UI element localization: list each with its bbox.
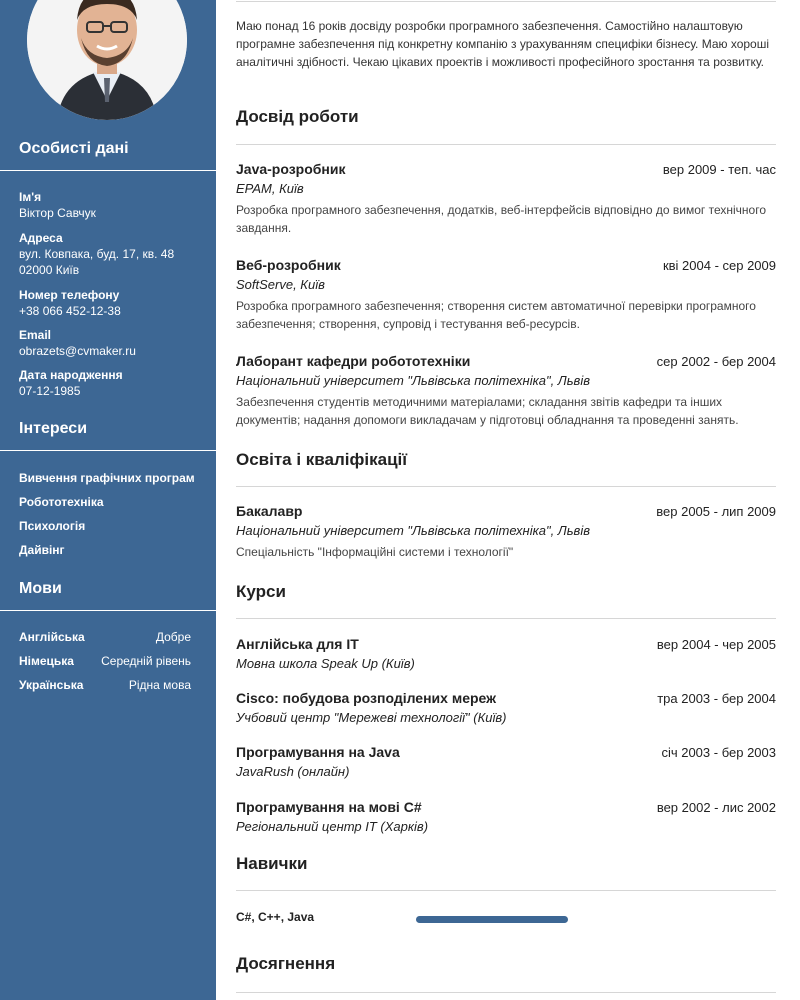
job-dates: сер 2002 - бер 2004: [656, 354, 776, 369]
job-company: SoftServe, Київ: [236, 277, 325, 292]
interest-item: Робототехніка: [19, 495, 104, 509]
divider: [236, 618, 776, 619]
field-value: +38 066 452-12-38: [19, 304, 121, 318]
language-name: Українська: [19, 678, 84, 692]
course-title: Англійська для IT: [236, 636, 359, 652]
education-institution: Національний університет "Львівська політехніка", Львів: [236, 523, 591, 538]
language-name: Англійська: [19, 630, 85, 644]
divider: [236, 144, 776, 145]
profile-photo: [27, 0, 187, 120]
course-provider: Мовна школа Speak Up (Київ): [236, 656, 415, 671]
personal-data-title: Особисті дані: [19, 140, 129, 157]
divider: [0, 610, 216, 611]
course-provider: JavaRush (онлайн): [236, 764, 350, 779]
language-level: Середній рівень: [101, 654, 191, 668]
course-entry: [236, 690, 776, 725]
email-field: [19, 327, 136, 359]
job-dates: вер 2009 - теп. час: [662, 162, 776, 177]
course-dates: вер 2002 - лис 2002: [656, 800, 776, 815]
job-company: EPAM, Київ: [236, 181, 304, 196]
experience-entry: [236, 353, 776, 429]
course-dates: тра 2003 - бер 2004: [657, 691, 776, 706]
course-dates: січ 2003 - бер 2003: [661, 745, 776, 760]
language-row: [19, 654, 191, 668]
education-title: Освіта і кваліфікації: [236, 450, 408, 469]
language-row: [19, 678, 191, 692]
skill-level-bar: [416, 916, 568, 923]
course-title: Програмування на Java: [236, 744, 400, 760]
job-description: Розробка програмного забезпечення; створення систем автоматичної перевірки програмного забезпечення; створення, супровід і тестування веб-ресурсів.: [236, 299, 756, 331]
field-value: вул. Ковпака, буд. 17, кв. 48: [19, 247, 175, 261]
field-label: Номер телефону: [19, 288, 120, 302]
education-entry: [236, 503, 776, 561]
field-value: Віктор Савчук: [19, 206, 96, 220]
course-title: Програмування на мові C#: [236, 799, 422, 815]
interest-item: Психологія: [19, 519, 86, 533]
field-label: Адреса: [19, 231, 63, 245]
sidebar: [0, 0, 216, 1000]
interests-title: Інтереси: [19, 420, 88, 437]
job-company: Національний університет "Львівська політехніка", Львів: [236, 373, 591, 388]
job-description: Забезпечення студентів методичними матеріалами; складання звітів кафедри та інших документів; надання допомоги викладачам у підготовці обладнання та проведенні занять.: [236, 395, 739, 427]
education-dates: вер 2005 - лип 2009: [656, 504, 776, 519]
field-value: 07-12-1985: [19, 384, 81, 398]
experience-title: Досвід роботи: [236, 107, 359, 126]
job-title: Java-розробник: [236, 161, 346, 177]
course-provider: Учбовий центр "Мережеві технології" (Київ): [236, 710, 507, 725]
address-field: [19, 230, 174, 278]
course-title: Cisco: побудова розподілених мереж: [236, 690, 497, 706]
skills-title: Навички: [236, 854, 308, 873]
field-value: obrazets@cvmaker.ru: [19, 344, 136, 358]
field-value-line2: 02000 Київ: [19, 263, 80, 277]
phone-field: [19, 287, 121, 319]
field-label: Ім'я: [19, 190, 42, 204]
job-description: Розробка програмного забезпечення, додатків, веб-інтерфейсів відповідно до вимог технічного завдання.: [236, 203, 767, 235]
courses-title: Курси: [236, 582, 286, 601]
skill-name: C#, C++, Java: [236, 910, 315, 924]
degree-title: Бакалавр: [236, 503, 303, 519]
interest-item: Вивчення графічних програм: [19, 471, 195, 485]
job-dates: кві 2004 - сер 2009: [662, 258, 776, 273]
job-title: Лаборант кафедри робототехніки: [236, 353, 471, 369]
field-label: Дата народження: [19, 368, 123, 382]
language-row: [19, 630, 191, 644]
birthdate-field: [19, 367, 123, 399]
course-entry: [236, 799, 776, 834]
achievements-title: Досягнення: [236, 954, 336, 973]
divider: [236, 992, 776, 993]
education-description: Спеціальність "Інформаційні системи і технології": [236, 545, 514, 559]
skill-row: [236, 910, 776, 930]
divider: [236, 486, 776, 487]
course-entry: [236, 636, 776, 671]
language-name: Німецька: [19, 654, 74, 668]
experience-entry: [236, 257, 776, 333]
divider: [236, 1, 776, 2]
divider: [236, 890, 776, 891]
experience-entry: [236, 161, 776, 237]
summary-text: Маю понад 16 років досвіду розробки програмного забезпечення. Самостійно налаштовую програмне забезпечення під конкретну компанію з урахуванням специфіки бізнесу. Маю хороші аналітичні здібності. Чекаю цікавих проектів і можливості професійного зростання та розвитку.: [236, 19, 770, 69]
name-field: [19, 189, 96, 221]
skill-level-fill: [416, 916, 568, 923]
interest-item: Дайвінг: [19, 543, 65, 557]
course-dates: вер 2004 - чер 2005: [656, 637, 776, 652]
language-level: Рідна мова: [128, 678, 191, 692]
divider: [0, 450, 216, 451]
job-title: Веб-розробник: [236, 257, 341, 273]
field-label: Email: [19, 328, 52, 342]
course-provider: Регіональний центр IT (Харків): [236, 819, 429, 834]
divider: [0, 170, 216, 171]
course-entry: [236, 744, 776, 779]
main-content: [236, 0, 776, 1000]
language-level: Добре: [155, 630, 191, 644]
languages-title: Мови: [19, 580, 62, 597]
